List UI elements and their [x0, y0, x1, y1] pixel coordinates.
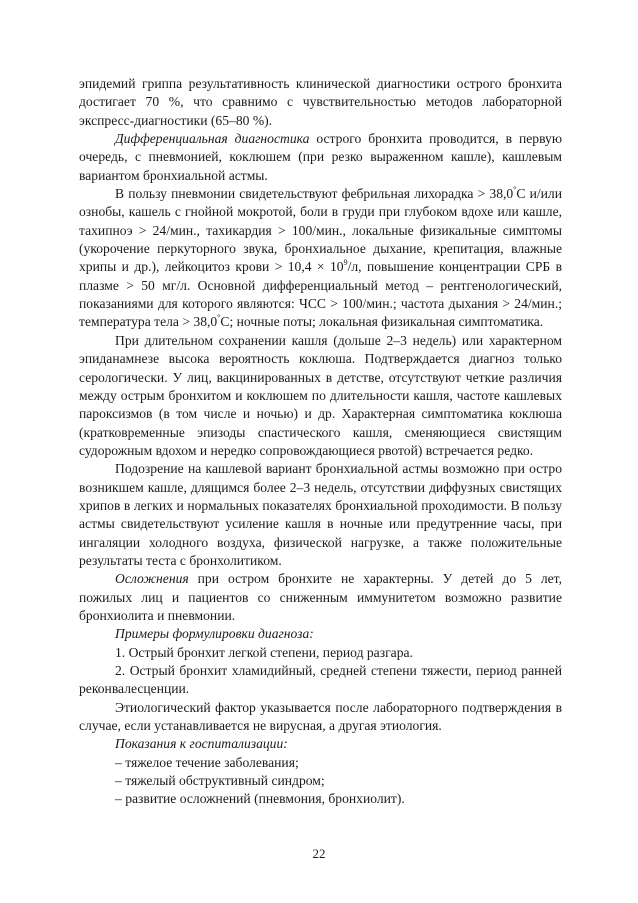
- paragraph-pertussis: При длительном сохранении кашля (дольше 2–3 недель) или характерном эпиданамнезе высока вероятность коклюша. Подтверждается диагноз только серологически. У лиц, вакцинированных в детстве, отсутствуют четкие различия между острым бронхитом и коклюшем по длительности кашля, частоте кашлевых пароксизмов (в том числе и ночью) и др. Характерная симптоматика коклюша (кратковременные эпизоды спастического кашля, сменяющиеся свистящим судорожным вдохом и нередко сопровождающиеся рвотой) встречается редко.: [79, 332, 562, 458]
- list-item: – тяжелый обструктивный синдром;: [115, 773, 325, 789]
- list-item: – развитие осложнений (пневмония, бронхиолит).: [115, 791, 405, 807]
- term-complications: Осложнения: [115, 571, 189, 587]
- paragraph-flu-diagnostics: эпидемий гриппа результативность клинической диагностики острого бронхита достигает 70 %, что сравнимо с чувствительностью методов лабораторной экспресс-диагностики (65–80 %).: [79, 76, 562, 128]
- page-number: 22: [312, 846, 326, 861]
- degree-sign: °: [217, 313, 221, 323]
- body-text: [79, 75, 562, 809]
- paragraph-asthma: Подозрение на кашлевой вариант бронхиальной астмы возможно при остро возникшем кашле, длящимся более 2–3 недель, отсутствии диффузных свистящих хрипов в легких и нормальных показателях бронхиальной проходимости. В пользу астмы свидетельствуют усиление кашля в ночные или предутренние часы, при ингаляции холодного воздуха, физической нагрузке, а также положительные результаты теста с бронхолитиком.: [79, 461, 562, 568]
- list-item: – тяжелое течение заболевания;: [115, 754, 299, 770]
- heading-hospitalization: Показания к госпитализации:: [115, 736, 288, 752]
- paragraph-complications: Осложнения при остром бронхите не характерны. У детей до 5 лет, пожилых лиц и пациентов со сниженным иммунитетом возможно развитие бронхиолита и пневмонии.: [79, 571, 562, 623]
- paragraph-differential-diagnosis: Дифференциальная диагностика острого бронхита проводится, в первую очередь, с пневмонией, коклюшем (при резко выраженном кашле), кашлевым вариантом бронхиальной астмы.: [79, 131, 562, 183]
- example-2: 2. Острый бронхит хламидийный, средней степени тяжести, период ранней реконвалесценции.: [79, 663, 562, 697]
- paragraph-etiology: Этиологический фактор указывается после лабораторного подтверждения в случае, если устанавливается не вирусная, а другая этиология.: [79, 699, 562, 734]
- example-1: 1. Острый бронхит легкой степени, период разгара.: [115, 644, 413, 660]
- paragraph-pneumonia: В пользу пневмонии свидетельствуют фебрильная лихорадка > 38,0°С и/или ознобы, кашель с гнойной мокротой, боли в груди при глубоком вдохе или кашле, тахипноэ > 24/мин., тахикардия > 100/мин., локальные физикальные симптомы (укорочение перкуторного звука, бронхиальное дыхание, крепитация, влажные хрипы и др.), лейкоцитоз крови > $10,4 \times 10^9/л$, повышение концентрации СРБ в плазме > 50 мг/л. Основной дифференциальный метод – рентгенологический, показаниями для которого являются: ЧСС > 100/мин.; частота дыхания > 24/мин.; температура тела > 38,0°С; ночные поты; локальная физикальная симптоматика.: [79, 185, 562, 330]
- exponent: 9: [343, 258, 348, 268]
- heading-diagnosis-examples: Примеры формулировки диагноза:: [115, 626, 314, 642]
- degree-sign: °: [513, 185, 517, 195]
- term-differential-diagnosis: Дифференциальная диагностика: [115, 131, 310, 147]
